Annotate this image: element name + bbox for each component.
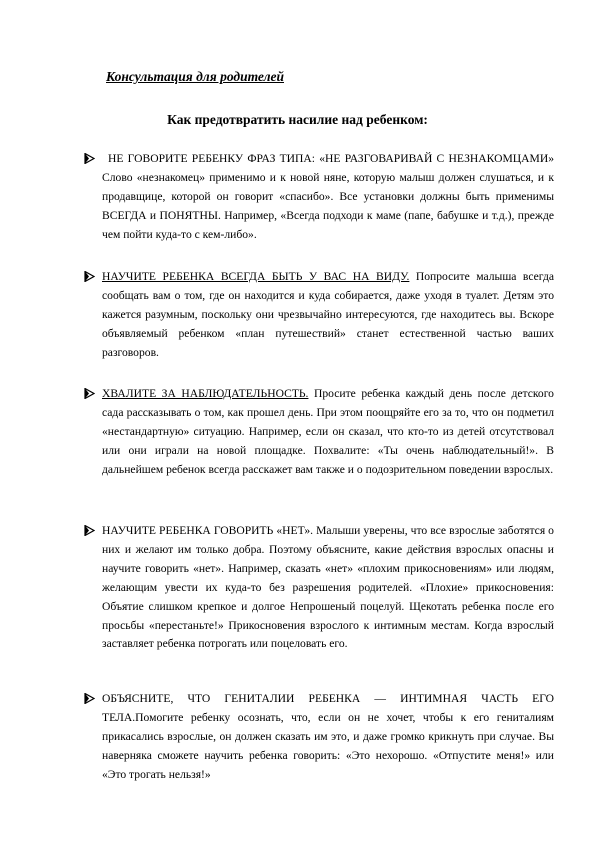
list-item-lead: НАУЧИТЕ РЕБЕНКА ВСЕГДА БЫТЬ У ВАС НА ВИДУ. (102, 270, 410, 283)
list-item-lead: ОБЪЯСНИТЕ, ЧТО ГЕНИТАЛИИ РЕБЕНКА — ИНТИМНАЯ ЧАСТЬ ЕГО ТЕЛА. (102, 692, 554, 724)
arrow-bullet-icon (84, 271, 95, 282)
arrow-bullet-icon (84, 153, 95, 164)
list-item (84, 150, 554, 245)
list-item-lead: НАУЧИТЕ РЕБЕНКА ГОВОРИТЬ «НЕТ». (102, 524, 314, 537)
list-item-text (102, 690, 554, 785)
list-item-text (102, 522, 554, 654)
list-item (84, 268, 554, 363)
list-item (84, 690, 554, 785)
list-item-text (102, 385, 554, 480)
list-item-body: Слово «незнакомец» применимо и к новой няне, которую малыш должен слушаться, и к продавщице, которой он говорит «спасибо». Все установки должны быть применимы ВСЕГДА и ПОНЯТНЫ. Например, «Всегда подходи к маме (папе, бабушке и т.д.), прежде чем пойти куда-то с кем-либо». (102, 170, 554, 241)
list-item-lead: НЕ ГОВОРИТЕ РЕБЕНКУ ФРАЗ ТИПА: «НЕ РАЗГОВАРИВАЙ С НЕЗНАКОМЦАМИ» (108, 152, 554, 165)
list-item-body: Попросите малыша всегда сообщать вам о том, где он находится и куда собирается, даже уходя в туалет. Детям это кажется разумным, поскольку они чрезвычайно интересуются, где находитесь вы. Вскоре объявляемый ребенком «план путешествий» станет естественной частью ваших разговоров. (102, 270, 554, 359)
list-item-body: Малыши уверены, что все взрослые заботятся о них и желают им только добра. Поэтому объясните, какие действия взрослых опасны и научите говорить «нет». Например, сказать «нет» «плохим прикосновениям» или людям, желающим увести их куда-то без разрешения родителей. «Плохие» прикосновения: Объятие слишком крепкое и долгое Непрошеный поцелуй. Щекотать ребенка после его просьбы «перестаньте!» Прикосновения взрослого к интимным местам. Когда взрослый заставляет ребенка потрогать или поцеловать его. (102, 524, 554, 651)
arrow-bullet-icon (84, 388, 95, 399)
list-item-text (102, 268, 554, 363)
list-item-lead: ХВАЛИТЕ ЗА НАБЛЮДАТЕЛЬНОСТЬ. (102, 387, 309, 400)
arrow-bullet-icon (84, 525, 95, 536)
list-item (84, 522, 554, 654)
list-item-body: Просите ребенка каждый день после детского сада рассказывать о том, как прошел день. При этом поощряйте его за то, что он подметил «нестандартную» ситуацию. Например, если он сказал, что кто-то из детей отсутствовал или они играли на новой площадке. Похвалите: «Ты очень наблюдательный!». В дальнейшем ребенок всегда расскажет вам также и о подозрительном поведении взрослых. (102, 387, 554, 476)
arrow-bullet-icon (84, 693, 95, 704)
document-title: Как предотвратить насилие над ребенком: (167, 112, 428, 127)
list-item (84, 385, 554, 480)
consultation-heading: Консультация для родителей (106, 69, 284, 84)
list-item-body: Помогите ребенку осознать, что, если он не хочет, чтобы к его гениталиям прикасались взрослые, он должен сказать им это, и даже громко крикнуть при случае. Вы наверняка сможете научить ребенка говорить: «Это нехорошо. «Отпустите меня!» или «Это трогать нельзя!» (102, 710, 554, 781)
list-item-text (102, 150, 554, 245)
